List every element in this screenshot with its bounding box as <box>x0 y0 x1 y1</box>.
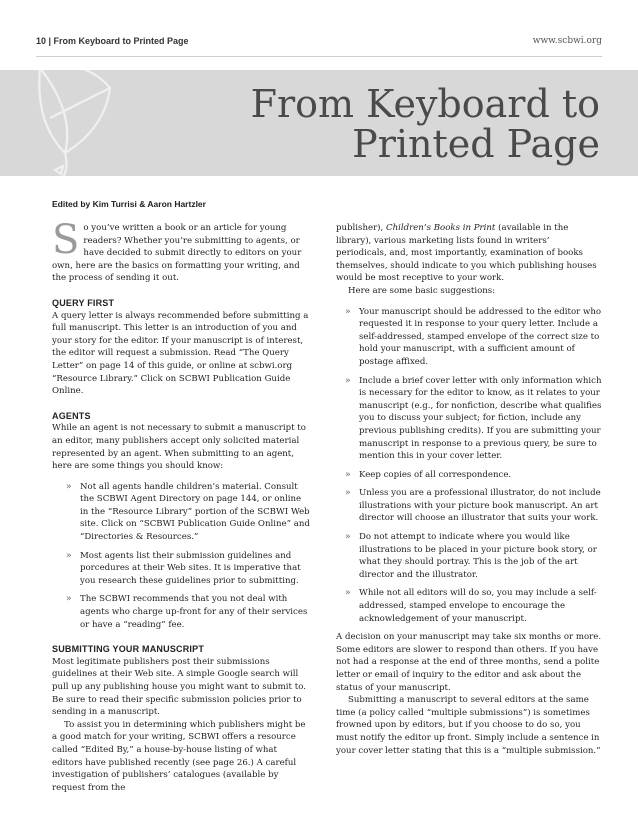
list-item: » Include a brief cover letter with only information which is necessary for the editor to know, as it relates to your manuscript (e.g., for nonfiction, describe what qualifies you to discuss your subject; for fiction, include any previous publishing credits). If you are submitting your manuscript in response to a previous query, be sure to mention this in your cover letter. <box>345 375 602 462</box>
list-item: » The SCBWI recommends that you not deal with agents who charge up-front for any of their services or have a “reading” fee. <box>66 594 308 630</box>
right-column <box>336 222 602 757</box>
chevron-bullet-icon: » <box>66 594 72 605</box>
website-url: www.scbwi.org <box>532 36 602 46</box>
agents-text: While an agent is not necessary to submit a manuscript to an editor, many publishers accept only solicited material represented by an agent. When submitting to an agent, here are some things you should know: <box>52 423 306 472</box>
byline: Edited by Kim Turrisi & Aaron Hartzler <box>52 199 206 209</box>
book-title: Children’s Books in Print <box>386 223 496 233</box>
page-title <box>251 84 600 164</box>
list-item: » Do not attempt to indicate where you would like illustrations to be placed in your picture book story, or what they should portray. This is the job of the art director and the illustrator. <box>345 532 597 580</box>
kite-icon <box>10 70 140 176</box>
submitting-text-2: To assist you in determining which publishers might be a good match for your writing, SCBWI offers a resource called “Edited By,” a house-by-house listing of what editors have published recently (see page 26.) A careful investigation of publishers’ catalogues (available by request from the <box>52 719 306 793</box>
chevron-bullet-icon: » <box>345 469 351 480</box>
list-item: » Keep copies of all correspondence. <box>345 469 512 480</box>
list-item: » Unless you are a professional illustrator, do not include illustrations with your picture book manuscript. An art director will choose an illustrator that suits your work. <box>345 488 601 524</box>
decision-paragraph: A decision on your manuscript may take six months or more. Some editors are slower to respond than others. If you have not had a response at the end of three months, send a polite letter or email of inquiry to the editor and ask about the status of your manuscript. <box>336 632 602 693</box>
chevron-bullet-icon: » <box>345 532 351 543</box>
title-banner <box>0 70 638 176</box>
page-number-and-section: 10 | From Keyboard to Printed Page <box>36 36 189 46</box>
page-title-line-1: From Keyboard to <box>250 82 600 126</box>
header-divider <box>36 56 602 57</box>
intro-text: o you’ve written a book or an article for young readers? Whether you’re submitting to agents, or have decided to submit directly to editors on your own, here are the basics on formatting your writing, and the process of sending it out. <box>52 223 302 284</box>
list-item: » Not all agents handle children’s material. Consult the SCBWI Agent Directory on page 144, or online in the “Resource Library” portion of the SCBWI Web site. Click on “SCBWI Publication Guide Online” and “Directories & Resources.” <box>66 481 310 543</box>
list-item: » Most agents list their submission guidelines and porcedures at their Web sites. It is imperative that you research these guidelines prior to submitting. <box>66 550 301 586</box>
submitting-heading: SUBMITTING YOUR MANUSCRIPT <box>52 644 205 655</box>
chevron-bullet-icon: » <box>345 488 351 499</box>
multiple-submissions-paragraph: Submitting a manuscript to several editors at the same time (a policy called “multiple submissions”) is sometimes frowned upon by editors, but if you choose to do so, you must notify the editor up front. Simply include a sentence in your cover letter stating that this is a “multiple submission.” <box>336 695 601 756</box>
chevron-bullet-icon: » <box>345 588 351 599</box>
query-first-text: A query letter is always recommended before submitting a full manuscript. This letter is an introduction of you and your story for the editor. If your manuscript is of interest, the editor will request a submission. Read “The Query Letter” on page 14 of this guide, or online at scbwi.org “Resource Library.” Click on SCBWI Publication Guide Online. <box>52 310 309 397</box>
submitting-text: Most legitimate publishers post their submissions guidelines at their Web site. A simple Google search will pull up any publishing house you might want to submit to. Be sure to read their specific submission policies prior to sending in a manuscript. <box>52 656 306 718</box>
chevron-bullet-icon: » <box>66 550 72 561</box>
suggestions-bullet-list <box>336 306 602 626</box>
chevron-bullet-icon: » <box>66 481 72 492</box>
intro-paragraph <box>52 217 310 285</box>
drop-cap: S <box>52 217 80 263</box>
chevron-bullet-icon: » <box>345 306 351 317</box>
list-item: » While not all editors will do so, you may include a self-addressed, stamped envelope to encourage the acknowledgement of your manuscript. <box>345 588 597 624</box>
running-head <box>36 34 602 50</box>
list-item: » Your manuscript should be addressed to the editor who requested it in response to your query letter. Include a self-addressed, stamped envelope of the correct size to hold your manuscript, with a sufficient amount of postage affixed. <box>345 306 602 367</box>
left-column <box>52 217 310 794</box>
agents-bullet-list <box>52 481 310 632</box>
page-title-line-2: Printed Page <box>352 122 600 166</box>
continued-paragraph: publisher), Children’s Books in Print (available in the library), various marketing lists found in writers’ periodicals, and, most importantly, examination of books themselves, should indicate to you which publishing houses would be most receptive to your work. <box>336 223 597 284</box>
agents-heading: AGENTS <box>52 410 91 421</box>
chevron-bullet-icon: » <box>345 375 351 386</box>
suggestions-intro: Here are some basic suggestions: <box>348 285 496 296</box>
query-first-heading: QUERY FIRST <box>52 297 115 308</box>
